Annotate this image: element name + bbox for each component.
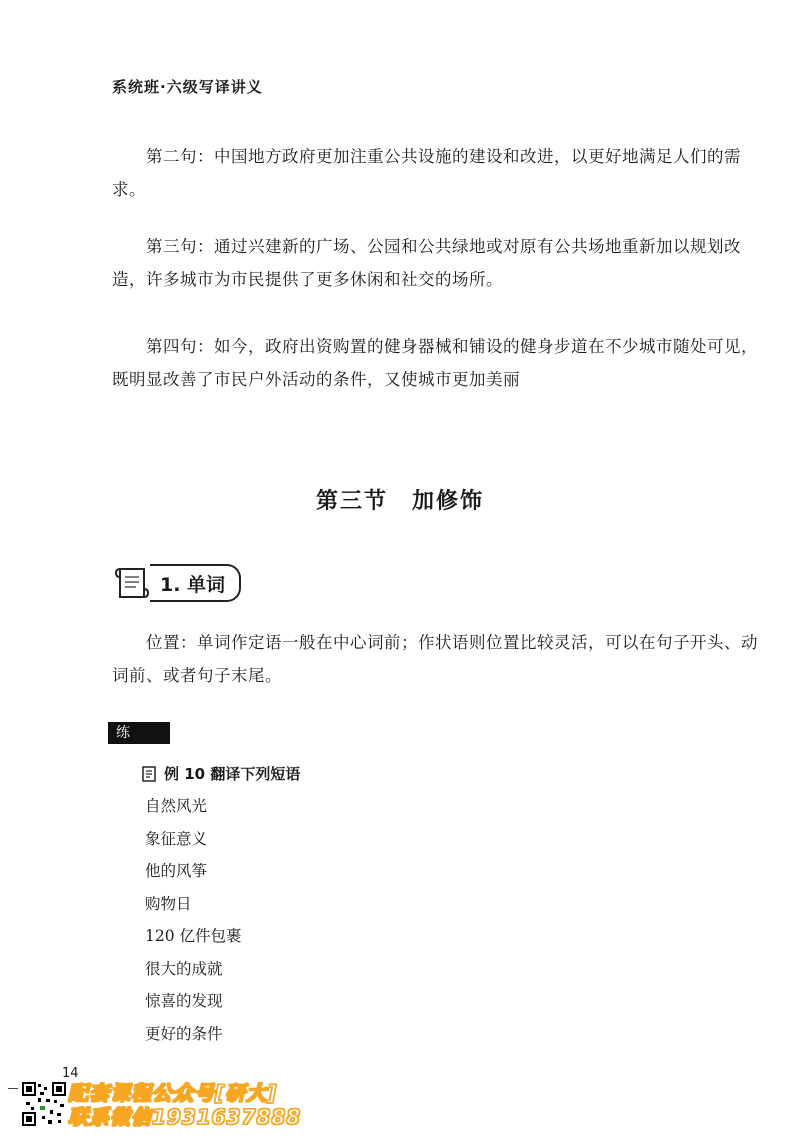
paragraph-sentence-3: 第三句：通过兴建新的广场、公园和公共绿地或对原有公共场地重新加以规划改造，许多城市为市民提供了更多休闲和社交的场所。 <box>112 237 741 289</box>
watermark-line-2: 联系微信1931637888 <box>68 1105 302 1129</box>
list-item: 更好的条件 <box>145 1024 223 1043</box>
margin-mark <box>8 1088 18 1089</box>
example-title: 例 10 翻译下列短语 <box>164 765 301 783</box>
subsection-label: 1. 单词 <box>150 564 241 602</box>
book-header-title: 系统班·六级写译讲义 <box>112 78 263 96</box>
document-icon <box>142 766 156 782</box>
paragraph-sentence-4: 第四句：如今，政府出资购置的健身器械和铺设的健身步道在不少城市随处可见，既明显改善了市民户外活动的条件，又使城市更加美丽 <box>112 337 758 389</box>
watermark <box>68 1081 301 1129</box>
paragraph-sentence-2: 第二句：中国地方政府更加注重公共设施的建设和改进，以更好地满足人们的需求。 <box>112 147 741 199</box>
qr-code-icon[interactable] <box>22 1082 66 1126</box>
list-item: 购物日 <box>145 894 192 913</box>
scroll-icon <box>114 563 154 603</box>
section-number: 第三节 <box>315 489 388 514</box>
section-title: 加修饰 <box>412 489 485 514</box>
list-item: 惊喜的发现 <box>145 992 223 1010</box>
list-item: 120 亿件包裹 <box>145 927 242 945</box>
phrase-list <box>145 790 242 1050</box>
position-note: 位置：单词作定语一般在中心词前；作状语则位置比较灵活，可以在句子开头、动词前、或者句子末尾。 <box>112 633 758 685</box>
list-item: 象征意义 <box>145 829 208 848</box>
list-item: 很大的成就 <box>145 959 223 978</box>
subsection-heading <box>114 562 241 604</box>
example-heading <box>142 763 300 784</box>
list-item: 他的风筝 <box>145 862 208 880</box>
list-item: 自然风光 <box>145 797 208 815</box>
watermark-line-1: 配套课程公众号[研大] <box>68 1081 278 1105</box>
practice-tag: 练 习 <box>108 722 170 744</box>
page-number: 14 <box>62 1066 79 1081</box>
section-heading <box>0 484 800 515</box>
